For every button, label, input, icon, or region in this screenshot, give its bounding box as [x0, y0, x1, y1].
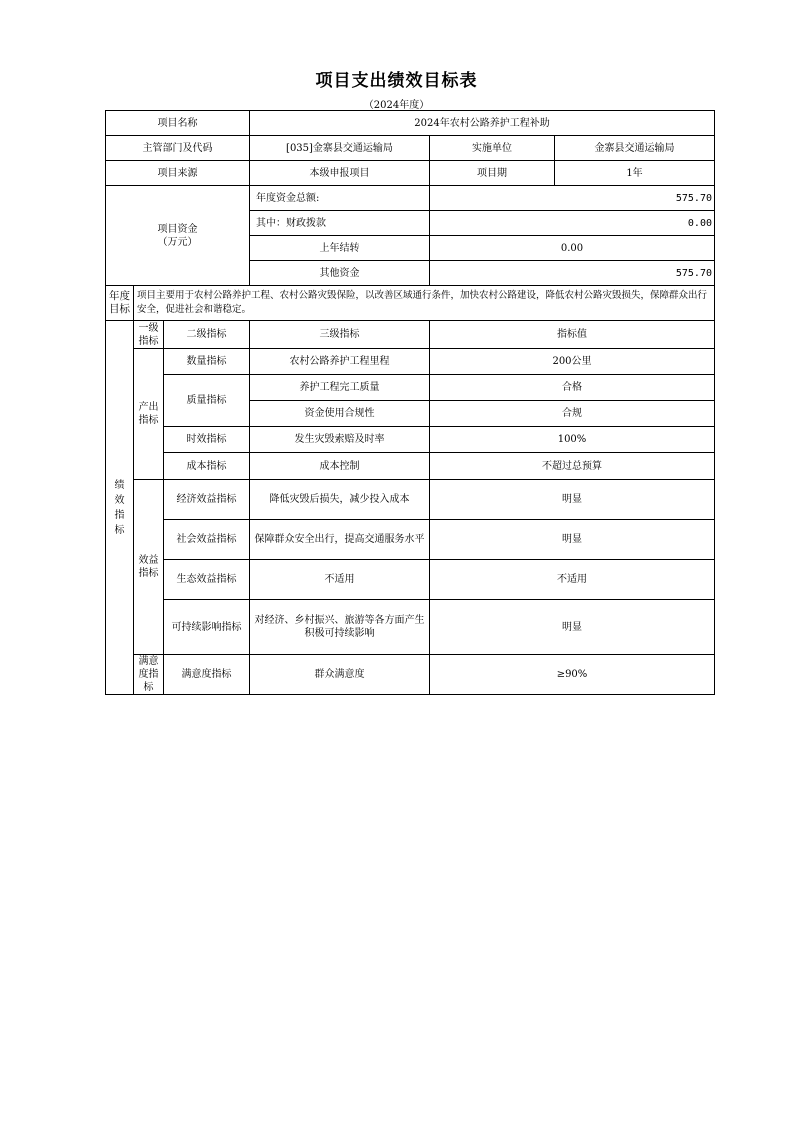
cost-indicator-name: 成本控制 — [250, 453, 430, 480]
source-value: 本级申报项目 — [250, 161, 430, 186]
row-benefit-sustainable — [106, 600, 715, 655]
quality-indicator-value-1: 合格 — [430, 375, 715, 401]
row-output-cost — [106, 453, 715, 480]
funds-other-label: 其他资金 — [250, 261, 430, 286]
period-value: 1年 — [555, 161, 715, 186]
row-satisfaction — [106, 655, 715, 695]
satisfaction-indicator-label — [134, 655, 164, 695]
funds-total-value: 575.70 — [430, 186, 715, 211]
row-indicator-header — [106, 321, 715, 349]
social-benefit-value: 明显 — [430, 520, 715, 560]
row-benefit-ecological — [106, 560, 715, 600]
annual-goal-label: 年度目标 — [106, 286, 134, 321]
page-title: 项目支出绩效目标表 — [315, 71, 478, 91]
economic-benefit-name: 降低灾毁后损失，减少投入成本 — [250, 480, 430, 520]
impl-unit-value: 金寨县交通运输局 — [555, 136, 715, 161]
satisfaction-indicator-text: 满意度指标 — [138, 656, 159, 693]
satisfaction-value: ≥90% — [430, 655, 715, 695]
header-value: 指标值 — [430, 321, 715, 349]
dept-label: 主管部门及代码 — [106, 136, 250, 161]
funds-total-label: 年度资金总额: — [250, 186, 430, 211]
performance-indicators-text: 绩效指标 — [114, 479, 125, 536]
row-source — [106, 161, 715, 186]
benefit-indicator-text: 效益指标 — [138, 555, 159, 579]
period-label: 项目期 — [430, 161, 555, 186]
economic-benefit-label: 经济效益指标 — [164, 480, 250, 520]
row-output-quality-1 — [106, 375, 715, 401]
sustainable-impact-value: 明显 — [430, 600, 715, 655]
benefit-indicator-label — [134, 480, 164, 655]
timeliness-indicator-label: 时效指标 — [164, 427, 250, 453]
sustainable-impact-label: 可持续影响指标 — [164, 600, 250, 655]
dept-value: [035]金寨县交通运输局 — [250, 136, 430, 161]
sustainable-impact-name: 对经济、乡村振兴、旅游等各方面产生积极可持续影响 — [250, 600, 430, 655]
quantity-indicator-label: 数量指标 — [164, 349, 250, 375]
output-indicator-text: 产出指标 — [138, 402, 159, 426]
funds-fiscal-label: 其中：财政拨款 — [250, 211, 430, 236]
output-indicator-label — [134, 349, 164, 480]
funds-other-value: 575.70 — [430, 261, 715, 286]
quantity-indicator-value: 200公里 — [430, 349, 715, 375]
performance-target-table — [105, 110, 715, 695]
project-name-label: 项目名称 — [106, 111, 250, 136]
row-project-name — [106, 111, 715, 136]
satisfaction-sub-label: 满意度指标 — [164, 655, 250, 695]
ecological-benefit-label: 生态效益指标 — [164, 560, 250, 600]
timeliness-indicator-name: 发生灾毁索赔及时率 — [250, 427, 430, 453]
cost-indicator-value: 不超过总预算 — [430, 453, 715, 480]
social-benefit-label: 社会效益指标 — [164, 520, 250, 560]
ecological-benefit-name: 不适用 — [250, 560, 430, 600]
funds-fiscal-value: 0.00 — [430, 211, 715, 236]
page-subtitle-year: （2024年度） — [363, 100, 430, 111]
performance-indicators-label — [106, 321, 134, 695]
header-level1: 一级指标 — [134, 321, 164, 349]
quality-indicator-name-1: 养护工程完工质量 — [250, 375, 430, 401]
header-level3: 三级指标 — [250, 321, 430, 349]
impl-unit-label: 实施单位 — [430, 136, 555, 161]
header-level2: 二级指标 — [164, 321, 250, 349]
satisfaction-name: 群众满意度 — [250, 655, 430, 695]
row-benefit-social — [106, 520, 715, 560]
quality-indicator-value-2: 合规 — [430, 401, 715, 427]
row-benefit-economic — [106, 480, 715, 520]
row-output-timeliness — [106, 427, 715, 453]
annual-goal-text: 项目主要用于农村公路养护工程、农村公路灾毁保险，以改善区域通行条件，加快农村公路建设，降低农村公路灾毁损失，保障群众出行安全，促进社会和谐稳定。 — [134, 286, 715, 321]
quantity-indicator-name: 农村公路养护工程里程 — [250, 349, 430, 375]
source-label: 项目来源 — [106, 161, 250, 186]
row-annual-goal — [106, 286, 715, 321]
social-benefit-name: 保障群众安全出行，提高交通服务水平 — [250, 520, 430, 560]
row-department — [106, 136, 715, 161]
timeliness-indicator-value: 100% — [430, 427, 715, 453]
funds-label — [106, 186, 250, 286]
funds-label-line2: （万元） — [157, 236, 198, 248]
quality-indicator-label: 质量指标 — [164, 375, 250, 427]
project-name-value: 2024年农村公路养护工程补助 — [250, 111, 715, 136]
quality-indicator-name-2: 资金使用合规性 — [250, 401, 430, 427]
economic-benefit-value: 明显 — [430, 480, 715, 520]
funds-carryover-value: 0.00 — [430, 236, 715, 261]
cost-indicator-label: 成本指标 — [164, 453, 250, 480]
funds-carryover-label: 上年结转 — [250, 236, 430, 261]
funds-label-line1: 项目资金 — [157, 223, 198, 235]
row-output-quantity — [106, 349, 715, 375]
ecological-benefit-value: 不适用 — [430, 560, 715, 600]
row-funds-total — [106, 186, 715, 211]
